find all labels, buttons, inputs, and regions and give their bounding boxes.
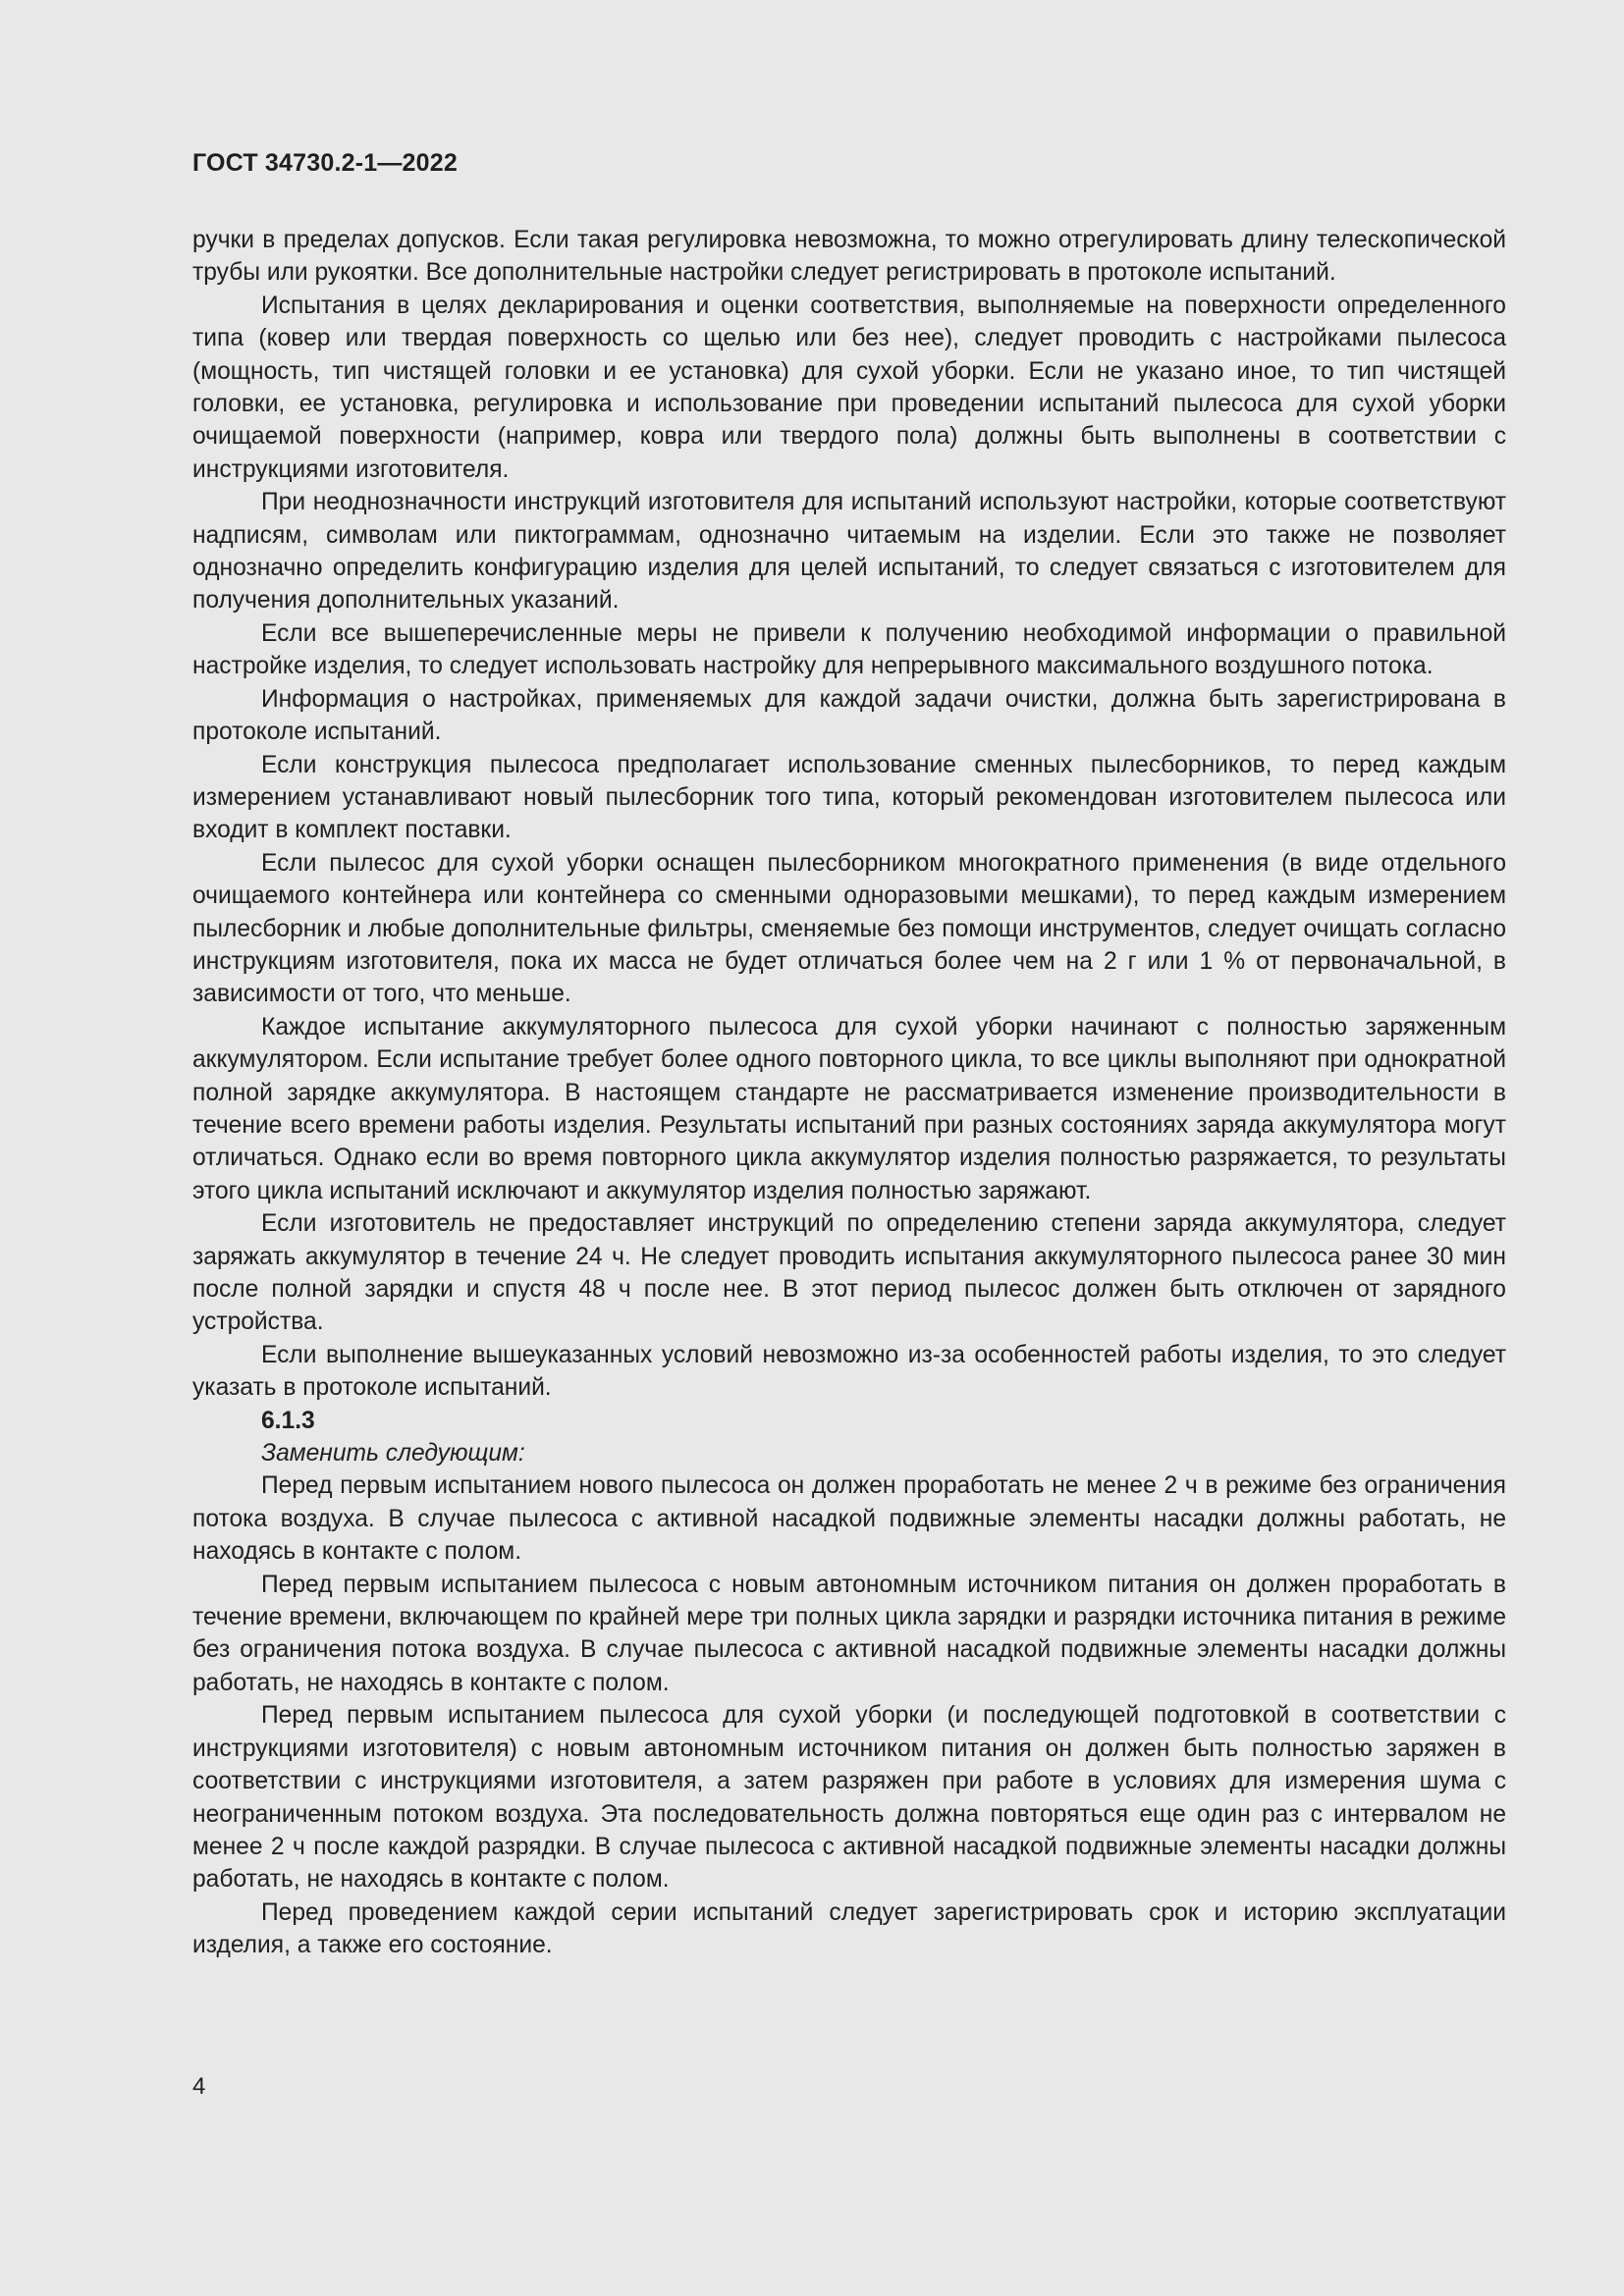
paragraph: Перед первым испытанием пылесоса с новым автономным источником питания он должен проработать в течение времени, включающем по крайней мере три полных цикла зарядки и разрядки источника питания в режиме без ограничения потока воздуха. В случае пылесоса с активной насадкой подвижные элементы насадки должны работать, не находясь в контакте с полом.	[192, 1571, 1506, 1696]
page-number: 4	[192, 2073, 206, 2100]
paragraph: Перед первым испытанием пылесоса для сухой уборки (и последующей подготовкой в соответствии с инструкциями изготовителя) с новым автономным источником питания он должен быть полностью заряжен в соответствии с инструкциями изготовителя, а затем разряжен при работе в условиях для измерения шума с неограниченным потоком воздуха. Эта последовательность должна повторяться еще один раз с интервалом не менее 2 ч после каждой разрядки. В случае пылесоса с активной насадкой подвижные элементы насадки должны работать, не находясь в контакте с полом.	[192, 1702, 1506, 1894]
clause-number: 6.1.3	[261, 1407, 315, 1434]
paragraph: При неоднозначности инструкций изготовителя для испытаний используют настройки, которые соответствуют надписям, символам или пиктограммам, однозначно читаемым на изделии. Если это также не позволяет однозначно определить конфигурацию изделия для целей испытаний, то следует связаться с изготовителем для получения дополнительных указаний.	[192, 489, 1506, 614]
paragraph: Если изготовитель не предоставляет инструкций по определению степени заряда аккумулятора, следует заряжать аккумулятор в течение 24 ч. Не следует проводить испытания аккумуляторного пылесоса ранее 30 мин после полной зарядки и спустя 48 ч после нее. В этот период пылесос должен быть отключен от зарядного устройства.	[192, 1210, 1506, 1336]
paragraph: Испытания в целях декларирования и оценки соответствия, выполняемые на поверхности определенного типа (ковер или твердая поверхность со щелью или без нее), следует проводить с настройками пылесоса (мощность, тип чистящей головки и ее установка) для сухой уборки. Если не указано иное, то тип чистящей головки, ее установка, регулировка и использование при проведении испытаний пылесоса для сухой уборки очищаемой поверхности (например, ковра или твердого пола) должны быть выполнены в соответствии с инструкциями изготовителя.	[192, 292, 1506, 483]
document-body	[192, 224, 1506, 1962]
paragraph: Перед проведением каждой серии испытаний следует зарегистрировать срок и историю эксплуатации изделия, а также его состояние.	[192, 1898, 1506, 1959]
paragraph: Если конструкция пылесоса предполагает использование сменных пылесборников, то перед каждым измерением устанавливают новый пылесборник того типа, который рекомендован изготовителем пылесоса или входит в комплект поставки.	[192, 751, 1506, 844]
paragraph-continuation: ручки в пределах допусков. Если такая регулировка невозможна, то можно отрегулировать длину телескопической трубы или рукоятки. Все дополнительные настройки следует регистрировать в протоколе испытаний.	[192, 227, 1506, 287]
paragraph: Если выполнение вышеуказанных условий невозможно из-за особенностей работы изделия, то это следует указать в протоколе испытаний.	[192, 1341, 1506, 1402]
paragraph: Каждое испытание аккумуляторного пылесоса для сухой уборки начинают с полностью заряженным аккумулятором. Если испытание требует более одного повторного цикла, то все циклы выполняют при однократной полной зарядке аккумулятора. В настоящем стандарте не рассматривается изменение производительности в течение всего времени работы изделия. Результаты испытаний при разных состояниях заряда аккумулятора могут отличаться. Однако если во время повторного цикла аккумулятор изделия полностью разряжается, то результаты этого цикла испытаний исключают и аккумулятор изделия полностью заряжают.	[192, 1013, 1506, 1204]
paragraph: Если пылесос для сухой уборки оснащен пылесборником многократного применения (в виде отдельного очищаемого контейнера или контейнера со сменными одноразовыми мешками), то перед каждым измерением пылесборник и любые дополнительные фильтры, сменяемые без помощи инструментов, следует очищать согласно инструкциям изготовителя, пока их масса не будет отличаться более чем на 2 г или 1 % от первоначальной, в зависимости от того, что меньше.	[192, 849, 1506, 1008]
standard-designation: ГОСТ 34730.2-1—2022	[192, 149, 458, 177]
paragraph: Перед первым испытанием нового пылесоса он должен проработать не менее 2 ч в режиме без ограничения потока воздуха. В случае пылесоса с активной насадкой подвижные элементы насадки должны работать, не находясь в контакте с полом.	[192, 1472, 1506, 1566]
amendment-instruction: Заменить следующим:	[261, 1440, 525, 1468]
paragraph: Если все вышеперечисленные меры не привели к получению необходимой информации о правильной настройке изделия, то следует использовать настройку для непрерывного максимального воздушного потока.	[192, 619, 1506, 680]
paragraph: Информация о настройках, применяемых для каждой задачи очистки, должна быть зарегистрирована в протоколе испытаний.	[192, 685, 1506, 746]
